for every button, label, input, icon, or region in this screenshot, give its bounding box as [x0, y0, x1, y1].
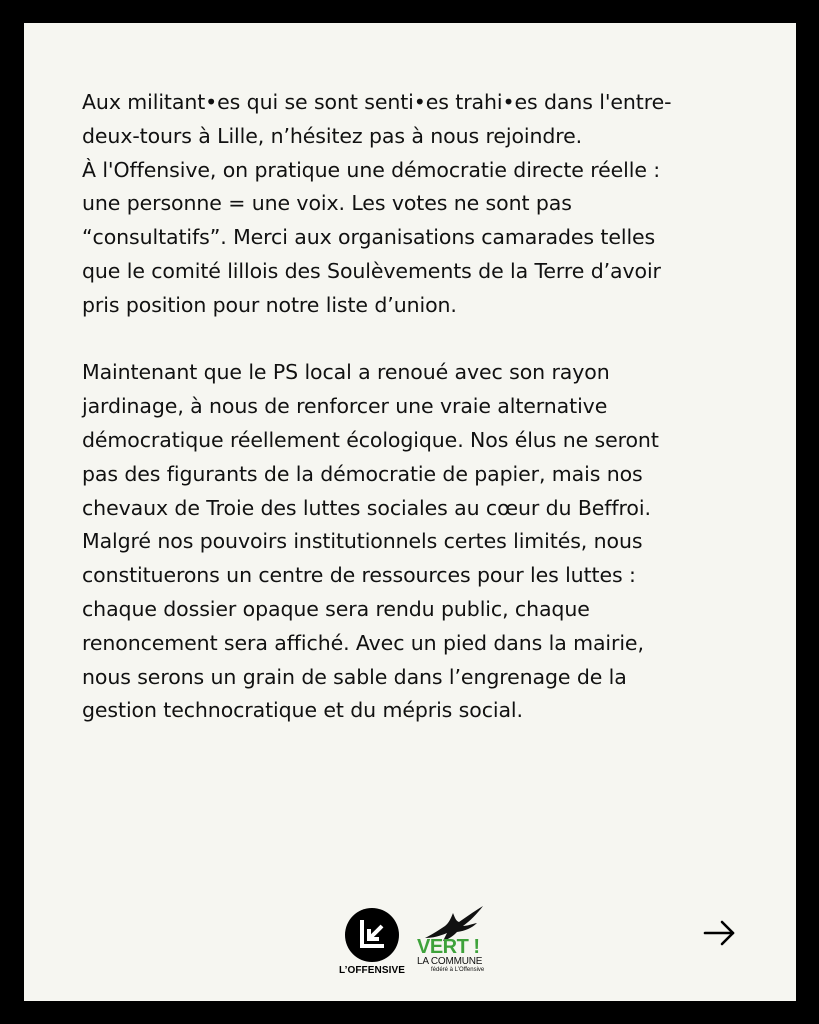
post-text [82, 86, 782, 728]
paragraph-1-line: une personne = une voix. Les votes ne sont pas [82, 191, 572, 216]
arrow-right-icon[interactable] [703, 919, 737, 947]
paragraph-2-line: Maintenant que le PS local a renoué avec son rayon [82, 360, 610, 385]
paragraph-2-line: nous serons un grain de sable dans l’engrenage de la [82, 664, 627, 689]
paragraph-2-line: jardinage, à nous de renforcer une vraie alternative [82, 394, 608, 419]
paragraph-2-line: chevaux de Troie des luttes sociales au cœur du Beffroi. [82, 495, 651, 520]
paragraph-1-line: pris position pour notre liste d’union. [82, 292, 457, 317]
paragraph-1-line: “consultatifs”. Merci aux organisations camarades telles [82, 225, 656, 250]
paragraph-2-line: constituerons un centre de ressources pour les luttes : [82, 563, 636, 588]
vert-la-commune-logo [413, 904, 503, 984]
offensive-logo [336, 908, 408, 980]
paragraph-2-line: gestion technocratique et du mépris social. [82, 698, 523, 723]
paragraph-2-line: renoncement sera affiché. Avec un pied dans la mairie, [82, 630, 644, 655]
paragraph-2-line: Malgré nos pouvoirs institutionnels certes limités, nous [82, 529, 643, 554]
paragraph-2-line: démocratique réellement écologique. Nos élus ne seront [82, 427, 659, 452]
paragraph-1-line: Aux militant•es qui se sont senti•es trahi•es dans l'entre- [82, 90, 672, 114]
paragraph-spacer [82, 323, 782, 357]
offensive-logo-label: L’OFFENSIVE [338, 965, 406, 976]
vert-logo-subtitle: LA COMMUNE [417, 956, 483, 967]
paragraph-2-line: pas des figurants de la démocratie de papier, mais nos [82, 461, 643, 486]
paragraph-1-line: deux-tours à Lille, n’hésitez pas à nous rejoindre. [82, 123, 583, 148]
paragraph-2-line: chaque dossier opaque sera rendu public, chaque [82, 596, 590, 621]
offensive-logo-icon [345, 908, 399, 962]
paragraph-1-line: À l'Offensive, on pratique une démocratie directe réelle : [82, 157, 661, 182]
paragraph-1-line: que le comité lillois des Soulèvements de la Terre d’avoir [82, 258, 661, 283]
post-card [24, 23, 796, 1001]
vert-logo-title: VERT ! [417, 936, 480, 958]
vert-logo-tagline: fédéré à L’Offensive [431, 967, 485, 973]
